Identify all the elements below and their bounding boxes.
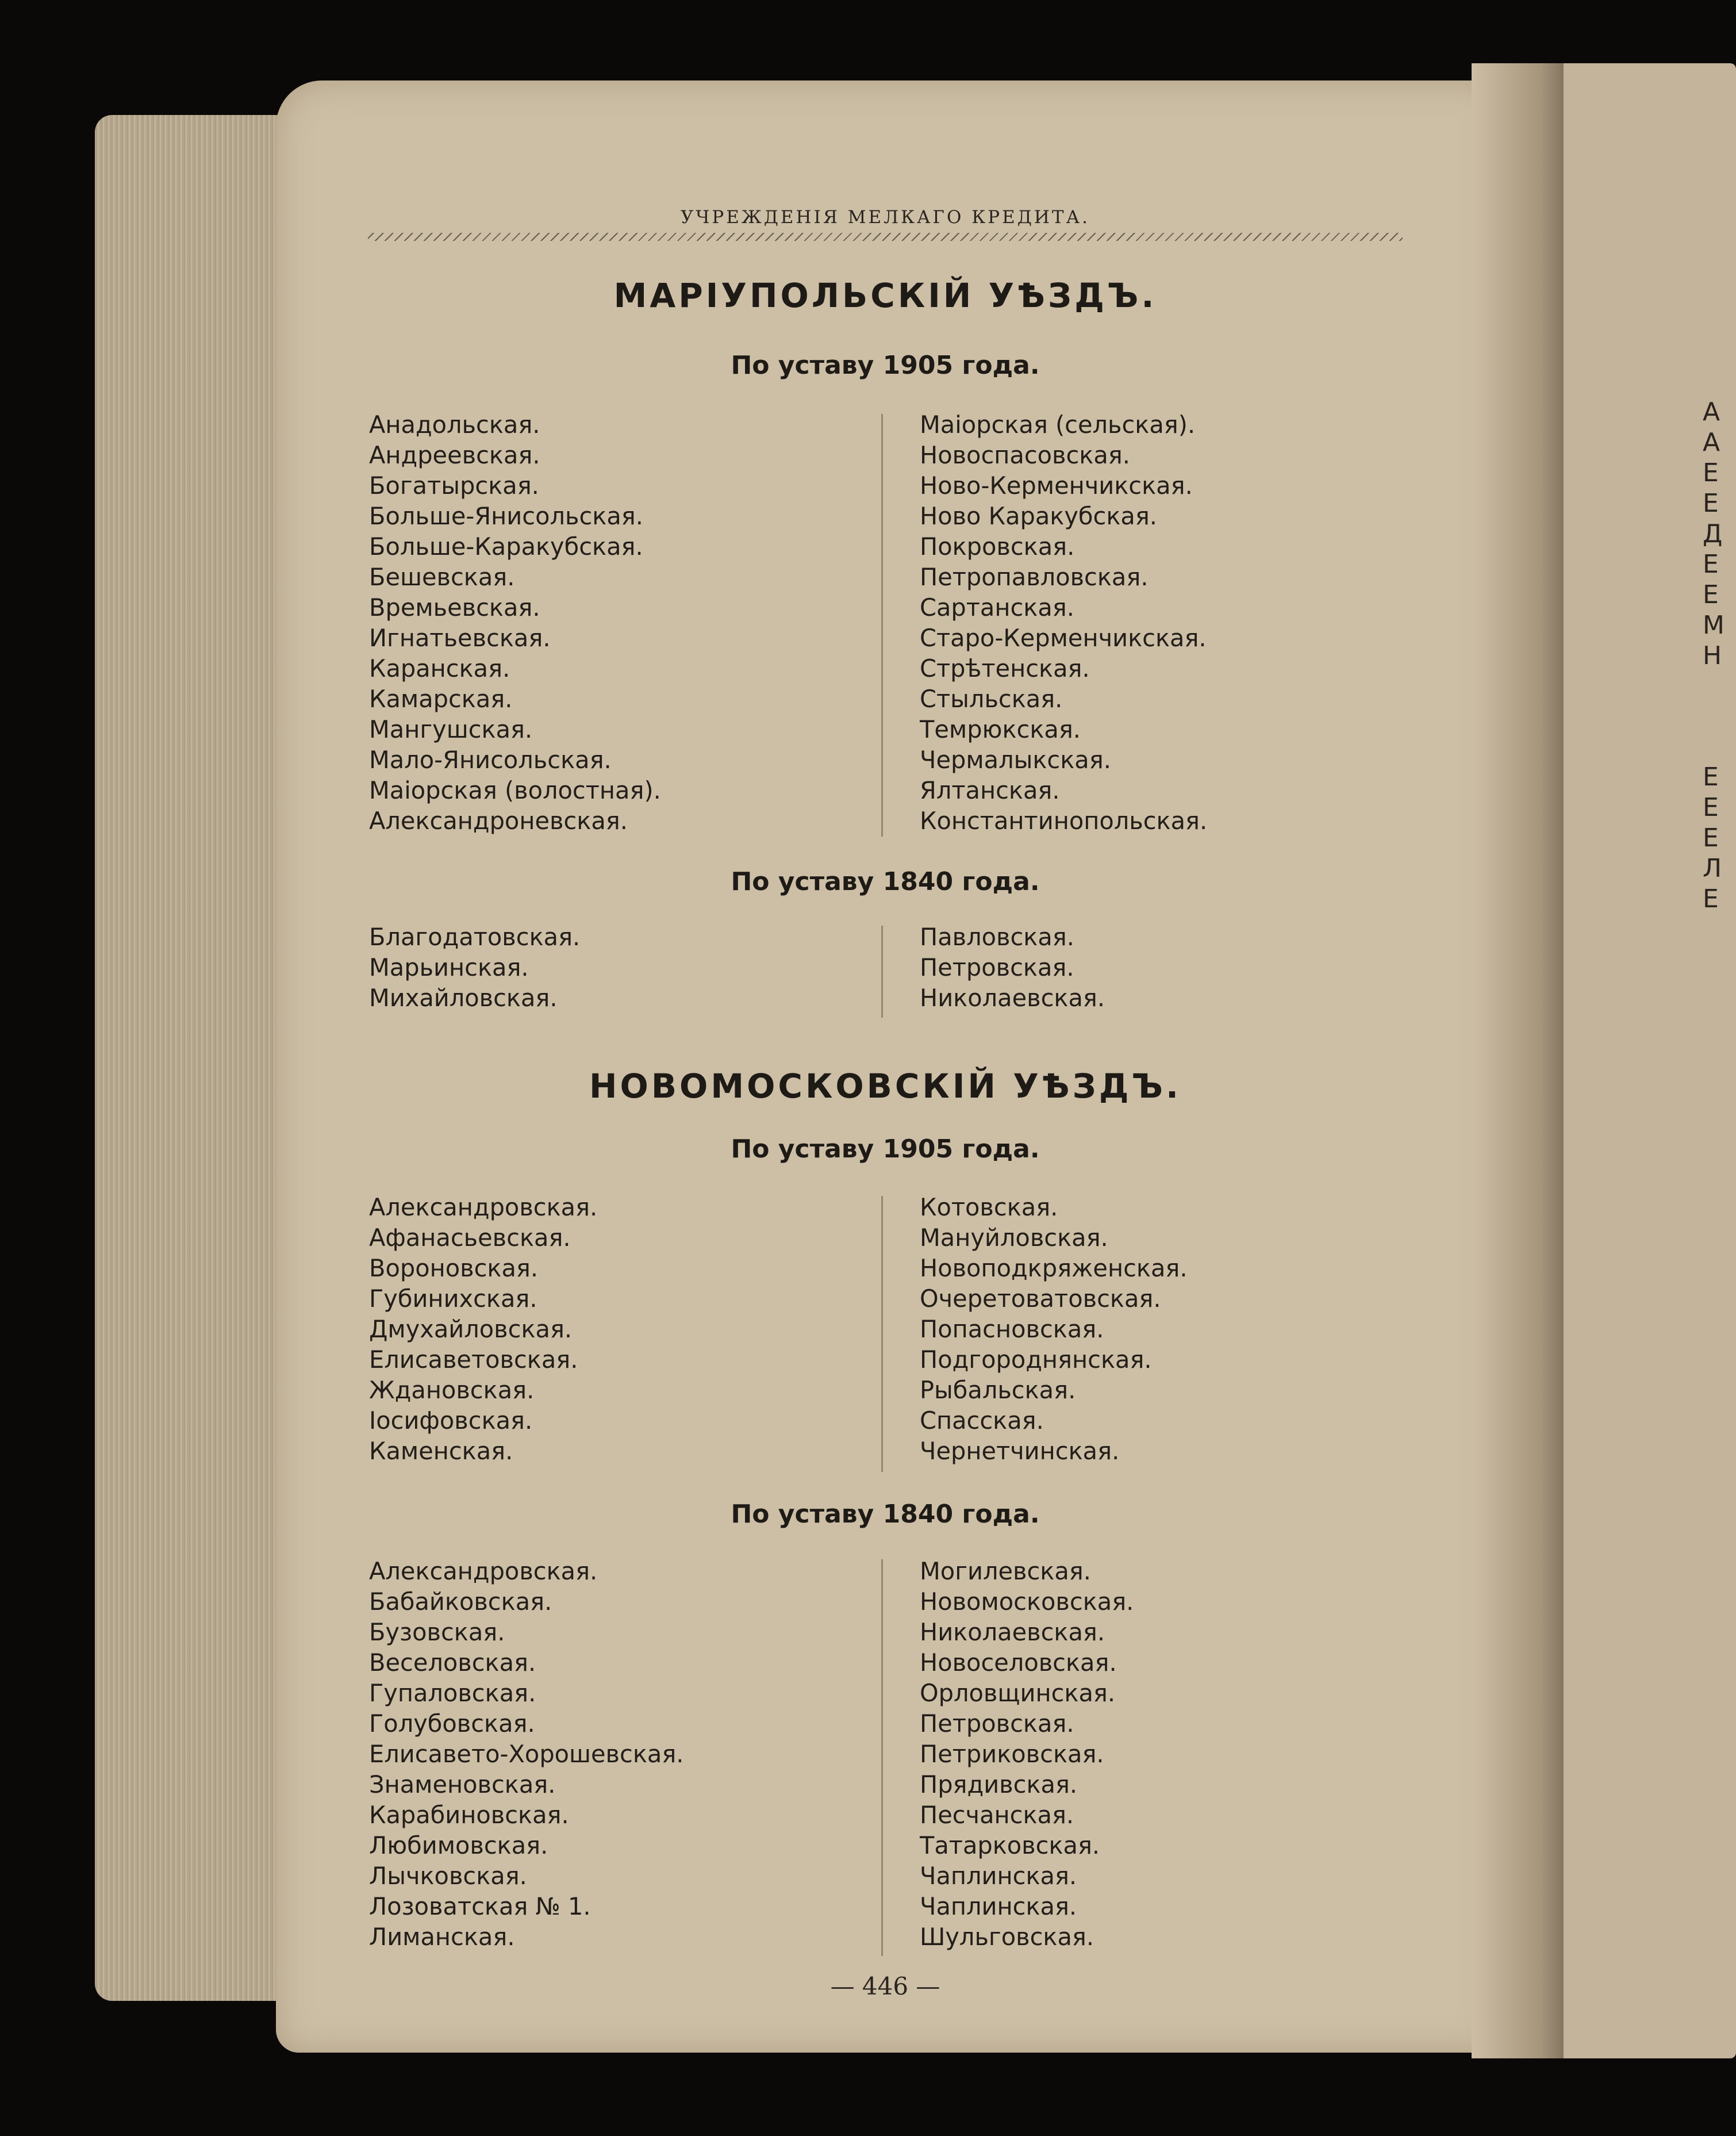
- list-item: Подгороднянская.: [920, 1345, 1152, 1374]
- district-title-novomoskovsk: НОВОМОСКОВСКІЙ УѢЗДЪ.: [589, 1067, 1181, 1106]
- column-divider: [881, 1559, 883, 1956]
- list-item: Котовская.: [920, 1193, 1058, 1221]
- header-rule: [368, 233, 1403, 241]
- statute-heading: По уставу 1905 года.: [731, 351, 1040, 380]
- list-item: Рыбальская.: [920, 1376, 1076, 1404]
- next-page-fragment: Е: [1703, 550, 1719, 579]
- list-item: Лычковская.: [369, 1862, 527, 1890]
- list-item: Ново Каракубская.: [920, 502, 1157, 530]
- list-item: Петровская.: [920, 953, 1074, 981]
- list-item: Богатырская.: [369, 471, 539, 500]
- next-page-fragment: Е: [1703, 580, 1719, 609]
- list-item: Покровская.: [920, 532, 1075, 561]
- list-item: Афанасьевская.: [369, 1224, 571, 1252]
- list-item: Каменская.: [369, 1437, 513, 1465]
- list-item: Темрюкская.: [920, 715, 1081, 743]
- list-item: Чермалыкская.: [920, 746, 1111, 774]
- list-item: Михайловская.: [369, 984, 558, 1012]
- list-item: Бузовская.: [369, 1618, 505, 1646]
- list-item: Камарская.: [369, 685, 513, 713]
- list-item: Стыльская.: [920, 685, 1063, 713]
- list-right: [920, 409, 1207, 836]
- next-page-fragment: М: [1703, 611, 1725, 640]
- running-head: УЧРЕЖДЕНІЯ МЕЛКАГО КРЕДИТА.: [681, 207, 1090, 228]
- column-divider: [881, 926, 883, 1018]
- list-item: Марьинская.: [369, 953, 529, 981]
- book-page-edges: [95, 115, 290, 2001]
- next-page-fragment: Е: [1703, 793, 1719, 822]
- list-left: [369, 1192, 597, 1466]
- next-page-fragment: Е: [1703, 489, 1719, 518]
- next-page-fragment: Л: [1703, 854, 1722, 883]
- list-item: Николаевская.: [920, 984, 1105, 1012]
- list-item: Любимовская.: [369, 1831, 548, 1859]
- list-item: Чаплинская.: [920, 1862, 1077, 1890]
- list-item: Ново-Керменчикская.: [920, 471, 1193, 500]
- list-item: Шульговская.: [920, 1923, 1094, 1951]
- list-item: Знаменовская.: [369, 1770, 556, 1798]
- list-item: Бабайковская.: [369, 1587, 552, 1616]
- list-item: Игнатьевская.: [369, 624, 551, 652]
- list-item: Новоподкряженская.: [920, 1254, 1188, 1282]
- list-item: Петровская.: [920, 1709, 1074, 1738]
- list-item: Бешевская.: [369, 563, 515, 591]
- list-item: Спасская.: [920, 1406, 1044, 1435]
- list-item: Веселовская.: [369, 1648, 536, 1677]
- list-right: [920, 1556, 1134, 1952]
- list-item: Мангушская.: [369, 715, 533, 743]
- list-item: Новоспасовская.: [920, 441, 1130, 469]
- list-item: Попасновская.: [920, 1315, 1104, 1343]
- list-item: Маіорская (волостная).: [369, 776, 661, 804]
- district-title-mariupol: МАРІУПОЛЬСКІЙ УѢЗДЪ.: [613, 276, 1157, 315]
- list-item: Ялтанская.: [920, 776, 1060, 804]
- list-item: Іосифовская.: [369, 1406, 533, 1435]
- list-item: Старо-Керменчикская.: [920, 624, 1207, 652]
- next-page-fragment: Е: [1703, 823, 1719, 853]
- list-item: Больше-Янисольская.: [369, 502, 643, 530]
- list-item: Очеретоватовская.: [920, 1284, 1161, 1313]
- list-item: Чернетчинская.: [920, 1437, 1120, 1465]
- statute-heading: По уставу 1905 года.: [731, 1134, 1040, 1164]
- next-page: [1564, 63, 1736, 2058]
- list-item: Мануйловская.: [920, 1224, 1108, 1252]
- list-item: Андреевская.: [369, 441, 540, 469]
- list-item: Петропавловская.: [920, 563, 1149, 591]
- list-item: Дмухайловская.: [369, 1315, 573, 1343]
- next-page-fragment: Е: [1703, 762, 1719, 792]
- list-item: Новоселовская.: [920, 1648, 1117, 1677]
- next-page-fragment: Е: [1703, 458, 1719, 488]
- list-left: [369, 1556, 683, 1952]
- column-divider: [881, 414, 883, 837]
- list-item: Прядивская.: [920, 1770, 1078, 1798]
- list-item: Чаплинская.: [920, 1892, 1077, 1920]
- list-item: Больше-Каракубская.: [369, 532, 643, 561]
- next-page-fragment: А: [1703, 428, 1720, 457]
- list-item: Орловщинская.: [920, 1679, 1116, 1707]
- list-item: Александровская.: [369, 1193, 598, 1221]
- list-item: Петриковская.: [920, 1740, 1104, 1768]
- list-left: [369, 922, 580, 1013]
- list-left: [369, 409, 661, 836]
- list-item: Анадольская.: [369, 411, 540, 439]
- list-item: Лиманская.: [369, 1923, 515, 1951]
- list-right: [920, 922, 1105, 1013]
- list-item: Губинихская.: [369, 1284, 537, 1313]
- page-number: — 446 —: [830, 1972, 940, 2000]
- list-item: Времьевская.: [369, 593, 540, 622]
- list-item: Новомосковская.: [920, 1587, 1134, 1616]
- list-item: Могилевская.: [920, 1557, 1091, 1585]
- list-item: Елисаветовская.: [369, 1345, 578, 1374]
- statute-heading: По уставу 1840 года.: [731, 1500, 1040, 1529]
- list-item: Песчанская.: [920, 1801, 1074, 1829]
- list-item: Каранская.: [369, 654, 510, 682]
- list-item: Мало-Янисольская.: [369, 746, 612, 774]
- list-item: Благодатовская.: [369, 923, 581, 951]
- list-item: Ждановская.: [369, 1376, 535, 1404]
- list-item: Александровская.: [369, 1557, 598, 1585]
- next-page-fragment: Д: [1703, 519, 1723, 549]
- list-item: Голубовская.: [369, 1709, 535, 1738]
- list-right: [920, 1192, 1188, 1466]
- list-item: Гупаловская.: [369, 1679, 536, 1707]
- statute-heading: По уставу 1840 года.: [731, 867, 1040, 896]
- list-item: Маіорская (сельская).: [920, 411, 1196, 439]
- list-item: Лозоватская № 1.: [369, 1892, 591, 1920]
- next-page-fragment: А: [1703, 397, 1720, 427]
- list-item: Елисавето-Хорошевская.: [369, 1740, 684, 1768]
- next-page-fragment: Е: [1703, 884, 1719, 914]
- list-item: Татарковская.: [920, 1831, 1100, 1859]
- list-item: Карабиновская.: [369, 1801, 569, 1829]
- list-item: Стрѣтенская.: [920, 654, 1090, 682]
- list-item: Вороновская.: [369, 1254, 539, 1282]
- column-divider: [881, 1196, 883, 1472]
- list-item: Константинопольская.: [920, 807, 1208, 835]
- list-item: Павловская.: [920, 923, 1074, 951]
- list-item: Александроневская.: [369, 807, 628, 835]
- list-item: Сартанская.: [920, 593, 1074, 622]
- next-page-fragment: Н: [1703, 641, 1722, 670]
- list-item: Николаевская.: [920, 1618, 1105, 1646]
